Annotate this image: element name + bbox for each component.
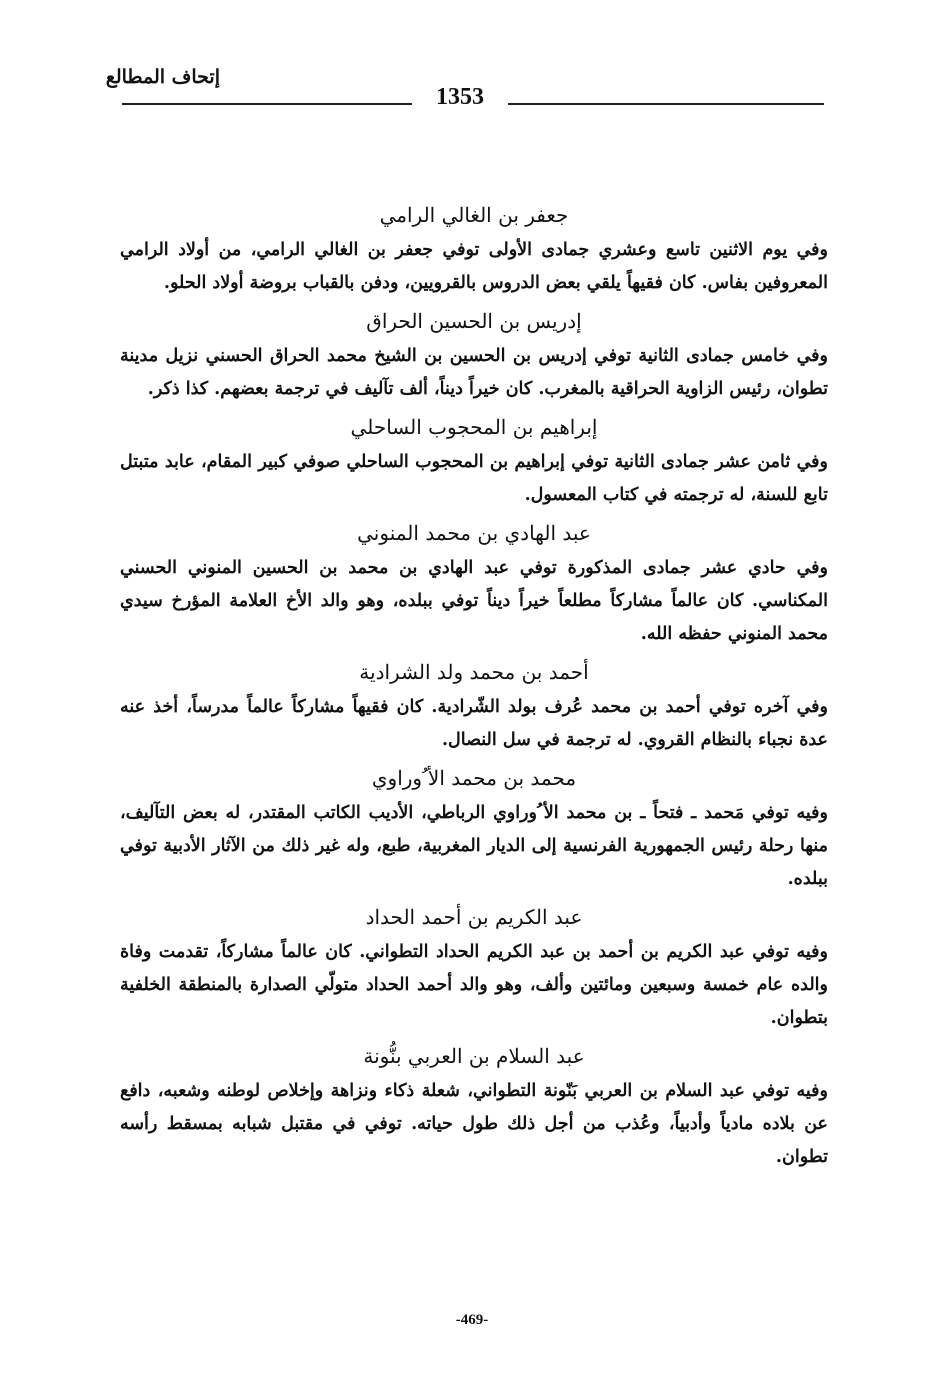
biography-entry (120, 304, 828, 406)
biography-entry (120, 198, 828, 300)
header-rule-right (508, 103, 824, 105)
page-body (120, 198, 828, 1178)
biography-entry (120, 761, 828, 896)
header-rule-left (122, 103, 412, 105)
entry-text: وفيه توفي مَحمد ـ فتحاً ـ بن محمد الأ ُوراوي الرباطي، الأديب الكاتب المقتدر، له بعض التآليف، منها رحلة رئيس الجمهورية الفرنسية إلى الديار المغربية، طبع، وله غير ذلك من الآثار الأدبية توفي ببلده. (120, 803, 828, 889)
entry-heading: عبد الكريم بن أحمد الحداد (365, 905, 583, 929)
biography-entry (120, 900, 828, 1035)
entry-text: وفيه توفي عبد السلام بن العربي بَنّونة التطواني، شعلة ذكاء ونزاهة وإخلاص لوطنه وشعبه، دافع عن بلاده مادياً وأدبياً، وعُذب من أجل ذلك طول حياته. توفي في مقتبل شبابه بمسقط رأسه تطوان. (120, 1081, 828, 1167)
entry-heading: جعفر بن الغالي الرامي (379, 203, 569, 227)
entry-heading: أحمد بن محمد ولد الشرادية (359, 660, 589, 684)
entry-text: وفي يوم الاثنين تاسع وعشري جمادى الأولى توفي جعفر بن الغالي الرامي، من أولاد الرامي المعروفين بفاس. كان فقيهاً يلقي بعض الدروس بالقرويين، ودفن بالقباب بروضة أولاد الحلو. (120, 240, 828, 293)
book-title: إتحاف المطالع (105, 66, 220, 88)
entry-heading: عبد الهادي بن محمد المنوني (357, 521, 591, 545)
entry-text: وفيه توفي عبد الكريم بن أحمد بن عبد الكريم الحداد التطواني. كان عالماً مشاركاً، تقدمت وفاة والده عام خمسة وسبعين ومائتين وألف، وهو والد أحمد الحداد متولّي الصدارة بالمنطقة الخلفية بتطوان. (120, 942, 828, 1028)
entry-text: وفي حادي عشر جمادى المذكورة توفي عبد الهادي بن محمد بن الحسين المنوني الحسني المكناسي. كان عالماً مشاركاً مطلعاً خيراً ديناً توفي ببلده، وهو والد الأخ العلامة المؤرخ سيدي محمد المنوني حفظه الله. (120, 558, 828, 644)
biography-entry (120, 655, 828, 757)
entry-heading: إبراهيم بن المحجوب الساحلي (350, 415, 598, 439)
year-heading: 1353 (436, 84, 484, 110)
biography-entry (120, 410, 828, 512)
biography-entry (120, 516, 828, 651)
entry-text: وفي آخره توفي أحمد بن محمد عُرف بولد الشّرادية. كان فقيهاً مشاركاً عالماً مدرساً، أخذ عنه عدة نجباء بالنظام القروي. له ترجمة في سل النصال. (120, 697, 828, 750)
biography-entry (120, 1039, 828, 1174)
page-number: -469- (455, 1312, 489, 1328)
entry-text: وفي خامس جمادى الثانية توفي إدريس بن الحسين بن الشيخ محمد الحراق الحسني نزيل مدينة تطوان، رئيس الزاوية الحراقية بالمغرب. كان خيراً ديناً، ألف تآليف في ترجمة بعضهم. كذا ذكر. (120, 346, 828, 399)
entry-text: وفي ثامن عشر جمادى الثانية توفي إبراهيم بن المحجوب الساحلي صوفي كبير المقام، عابد متبتل تابع للسنة، له ترجمته في كتاب المعسول. (120, 452, 828, 505)
entry-heading: إدريس بن الحسين الحراق (366, 309, 582, 333)
entry-heading: عبد السلام بن العربي بنُّونة (363, 1044, 585, 1068)
entry-heading: محمد بن محمد الأ ُوراوي (371, 766, 577, 790)
